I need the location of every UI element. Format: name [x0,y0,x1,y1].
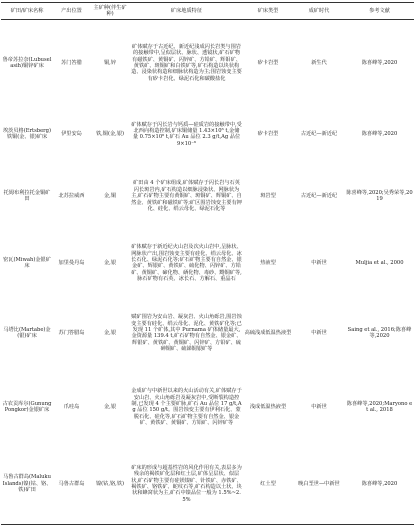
cell-type: 红土型 [243,444,293,524]
cell-age: 中新世 [311,330,327,337]
cell-location: 北苏拉威西 [58,193,85,200]
cell-features: 金成矿与中新世以来的火山活动有关,矿体赋存于安山岩、火山角砾岩及凝灰岩中,受断裂构造控制,已发现 4 个主要矿脉,矿石 Au 品位 17 g/t,Ag 品位 150 g/t。围岩蚀变主要有伊利石化、蒙脱石化、硅化等,矿石矿物主要有自然金、银金矿、黄铁矿、黄铜矿、方铅矿、闪锌矿等 [131,388,242,427]
cell-type: 热液型 [260,260,276,267]
cell-age: 中新世 [311,260,327,267]
table-header-row [1,3,414,20]
cell-reference: 陈喜峰等,2020;Maryono et al., 2018 [346,400,413,414]
table-row [1,230,414,296]
cell-name: 马鲁古群岛(Maluku Islands)镍(钴、铬、铁)矿田 [1,444,53,524]
cell-location: 加里曼丹岛 [58,260,85,267]
cell-type: 矽卡岩型 [257,59,279,66]
header-type: 矿床类型 [243,3,293,20]
table-row [1,106,414,162]
cell-location: 伊里安岛 [61,131,82,138]
table-row [1,19,414,106]
cell-name: 埃茨贝格(Ertsberg)铁铜(金、银)矿床 [2,127,51,141]
cell-type: 浅成低温热液型 [249,404,287,411]
cell-age: 晚白垩世—中新世 [293,444,345,524]
cell-metal: 镍(钴,铬,铁) [90,444,130,524]
table-row [1,370,414,444]
cell-location: 马鲁古群岛 [53,444,90,524]
cell-reference: Saing et al., 2016;陈喜峰等,2020 [347,326,412,340]
cell-reference: 陈喜峰等,2020 [361,131,398,138]
header-metal: 主矿种(伴生矿种) [90,3,130,20]
cell-location: 苏门答腊 [61,59,82,66]
cell-metal: 铜,锌 [103,59,117,66]
cell-reference: 陈喜峰等,2020 [361,59,398,66]
header-reference: 参考文献 [345,3,414,20]
header-age: 成矿时代 [293,3,345,20]
table-row [1,296,414,370]
cell-features: 矿床的形成与超基性岩的风化作用有关,表层多为残余的褐铁矿化层和红土层,矿体呈层状、似层状,矿石矿物主要有硅镁镍矿、针铁矿、赤铁矿、褐铁矿、铬铁矿、蛇纹石等,矿石构造以土状、块状和蜂窝状为主,矿石中镍品位一般为 1.5%~2.5% [130,444,243,524]
cell-metal: 金,铜 [103,193,117,200]
header-name: 矿田/矿床名称 [1,3,53,20]
cell-location: 爪哇岛 [63,404,80,411]
cell-metal: 铁,铜(金,银) [95,131,125,138]
cell-age: 新生代 [311,59,327,66]
table-row [1,444,414,524]
cell-features: 矿体赋存于古近纪、新近纪浅成闪长岩类与围岩的接触带中,呈似层状、脉状、透镜状,矿石矿物有磁铁矿、黄铜矿、闪锌矿、方铅矿、辉钼矿、黄铁矿、斑铜矿和白铁矿等,矿石构造以块状构造、浸染状构造和细脉状构造为主;围岩蚀变主要有矽卡岩化、绿泥石化和碳酸盐化 [131,43,242,82]
cell-features: 矿体赋存于闪长岩与钙质—硅质岩的接触带中,受北西向构造控制,矿床铜储量 1.43×10⁶ t,金储量 0.75×10⁶ t,矿石 Au 品位 2.3 g/t,Ag 品位 9×10⁻⁶ [131,121,242,147]
cell-features: 矿田由 4 个矿床组成,矿体赋存于闪长岩与石英闪长斑岩内,矿石构造以细脉浸染状、网脉状为主,矿石矿物主要有黄铜矿、斑铜矿、辉铜矿、自然金、黄铁矿和磁铁矿等;矿区围岩蚀变主要有钾化、硅化、绢云母化、绿泥石化等 [131,180,242,212]
cell-name: 密瓦(Miwah)金银矿床 [3,256,51,270]
table-row [1,162,414,230]
cell-age: 古近纪—新近纪 [300,193,338,200]
cell-name: 托姆布利拉托金铜矿田 [3,189,51,203]
cell-reference: 陈喜峰等,2020 [345,444,414,524]
deposit-table [1,2,414,525]
header-location: 产出位置 [53,3,90,20]
cell-age: 中新世 [311,404,327,411]
cell-reference: Muljia et al., 2000 [355,260,404,267]
cell-location: 苏门答腊岛 [58,330,85,337]
cell-type: 斑岩型 [260,193,276,200]
cell-metal: 金,银 [103,330,117,337]
cell-reference: 陈喜峰等,2020;吴秀荣等,2019 [346,189,413,203]
cell-metal: 金,银 [103,260,117,267]
cell-metal: 金,银 [103,404,117,411]
cell-name: 马塔比(Martabe)金(银)矿床 [3,326,51,340]
cell-age: 古近纪—新近纪 [300,131,338,138]
cell-type: 矽卡岩型 [257,131,279,138]
cell-name: 古农贡库尔(Gunung Pongkor)金银矿床 [2,400,52,414]
header-features: 矿床地质特征 [130,3,243,20]
cell-type: 高硫浅成低温热液型 [244,330,292,337]
cell-features: 矿体赋存于新近纪火山岩及次火山岩中,呈脉状、网脉状产出,围岩蚀变主要有硅化、绢云母化、冰长石化、绿泥石化等;矿石矿物主要有自然金、银金矿、辉银矿、黄铁矿、硫化物、闪锌矿、方铅矿、黄铜矿、碲化物、硒化物、毒砂、黝铜矿等,脉石矿物有石英、冰长石、方解石、重晶石 [131,244,242,283]
cell-name: 鲁帝苏拉奈(Lubuselasih)铜锌矿床 [2,56,52,70]
cell-features: 赋矿围岩为安山岩、凝灰岩、火山角砾岩,围岩蚀变主要有硅化、绢云母化、泥化、黄铁矿化等;已发现 11 个矿体,其中 Purnama 矿体储量最大,金资源量 139.4 t,矿石矿物有自然金、银金矿、辉银矿、黄铁矿、黄铜矿、闪锌矿、方铅矿、硫砷铜矿、硫锑铜银矿等 [131,314,242,353]
